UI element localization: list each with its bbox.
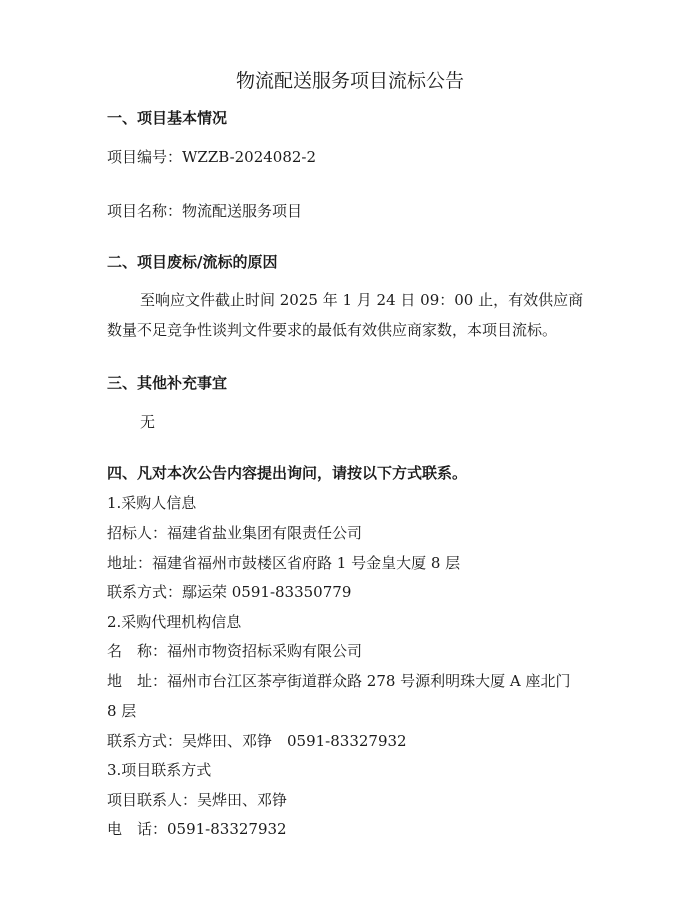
- agency-address-line-2: 8 层: [107, 702, 137, 720]
- agency-info-label: 2.采购代理机构信息: [107, 613, 242, 631]
- purchaser-info-label: 1.采购人信息: [107, 494, 197, 512]
- reason-paragraph-line-2: 数量不足竞争性谈判文件要求的最低有效供应商家数，本项目流标。: [107, 321, 558, 339]
- agency-name: 名 称：福州市物资招标采购有限公司: [107, 642, 363, 660]
- project-name: 项目名称：物流配送服务项目: [107, 202, 303, 220]
- agency-address-line-1: 地 址：福州市台江区茶亭街道群众路 278 号源利明珠大厦 A 座北门: [107, 672, 571, 690]
- purchaser-address: 地址：福建省福州市鼓楼区省府路 1 号金皇大厦 8 层: [107, 554, 461, 572]
- section-2-heading: 二、项目废标/流标的原因: [107, 253, 278, 271]
- section-1-heading: 一、项目基本情况: [107, 109, 228, 127]
- project-number: 项目编号：WZZB-2024082-2: [107, 148, 317, 166]
- project-contact-label: 3.项目联系方式: [107, 761, 212, 779]
- supplementary-content: 无: [140, 413, 156, 431]
- section-3-heading: 三、其他补充事宜: [107, 374, 228, 392]
- project-contact-person: 项目联系人：吴烨田、邓铮: [107, 791, 288, 809]
- purchaser-contact: 联系方式：鄢运荣 0591-83350779: [107, 583, 352, 601]
- agency-contact: 联系方式：吴烨田、邓铮 0591-83327932: [107, 732, 407, 750]
- section-4-heading: 四、凡对本次公告内容提出询问，请按以下方式联系。: [107, 464, 468, 482]
- project-contact-phone: 电 话：0591-83327932: [107, 820, 287, 838]
- purchaser-name: 招标人：福建省盐业集团有限责任公司: [107, 524, 363, 542]
- reason-paragraph-line-1: 至响应文件截止时间 2025 年 1 月 24 日 09：00 止，有效供应商: [140, 291, 584, 309]
- page-title: 物流配送服务项目流标公告: [235, 70, 464, 92]
